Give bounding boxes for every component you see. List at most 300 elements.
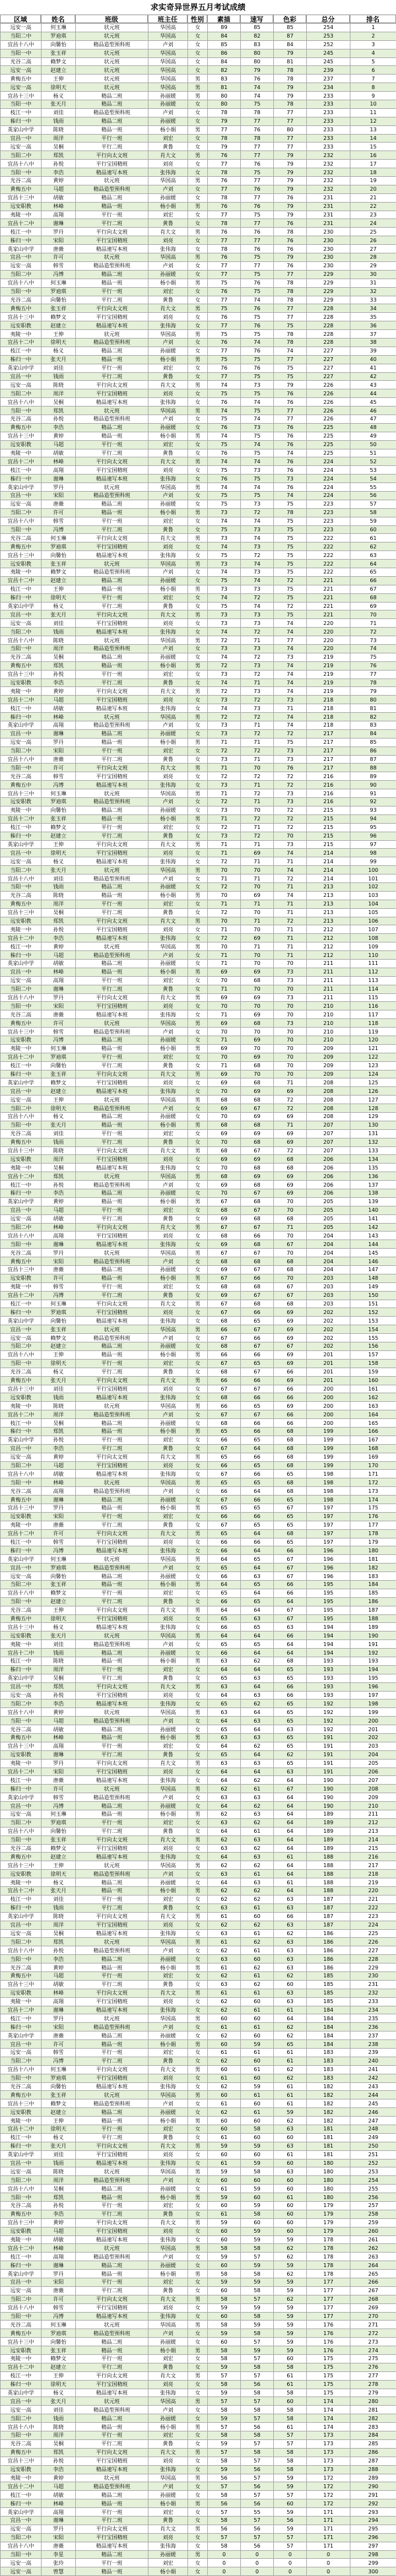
cell-name: 孙悦	[42, 2202, 76, 2210]
table-row	[1, 2185, 396, 2193]
cell-color: 66	[274, 1580, 307, 1589]
cell-rank: 166	[350, 1427, 396, 1436]
cell-name: 杨义	[42, 92, 76, 100]
cell-teacher: 黄鲁	[148, 449, 188, 457]
cell-total: 176	[307, 2321, 350, 2329]
cell-total: 194	[307, 1632, 350, 1640]
cell-rank: 260	[350, 2227, 396, 2235]
cell-color: 62	[274, 2031, 307, 2040]
cell-gender: 男	[188, 1810, 208, 1819]
cell-color: 79	[274, 160, 307, 168]
cell-quick-sketch: 72	[241, 593, 274, 602]
cell-color: 68	[274, 1300, 307, 1308]
table-row	[1, 1206, 396, 1214]
cell-sketch: 69	[208, 993, 241, 1002]
table-row	[1, 2312, 396, 2321]
cell-quick-sketch: 58	[241, 2210, 274, 2218]
cell-region: 当阳二中	[1, 1461, 42, 1470]
cell-name: 唐薇	[42, 1776, 76, 1785]
cell-teacher: 刘亮	[148, 1767, 188, 1776]
cell-name: 张玉祥	[42, 2346, 76, 2355]
cell-teacher: 张伟海	[148, 321, 188, 330]
cell-color: 63	[274, 2142, 307, 2150]
cell-region: 秭归一中	[1, 117, 42, 125]
cell-teacher: 华国高	[148, 2321, 188, 2329]
cell-name: 李浩	[42, 168, 76, 177]
table-row	[1, 2040, 396, 2049]
cell-region: 当阳一中	[1, 407, 42, 415]
cell-rank: 266	[350, 2278, 396, 2287]
cell-rank: 159	[350, 1368, 396, 1376]
table-row	[1, 2117, 396, 2125]
table-row	[1, 1964, 396, 1972]
table-row	[1, 1257, 396, 1266]
cell-sketch: 67	[208, 1521, 241, 1529]
cell-color: 62	[274, 2117, 307, 2125]
cell-quick-sketch: 68	[241, 976, 274, 985]
cell-rank: 55	[350, 483, 396, 492]
cell-gender: 女	[188, 2414, 208, 2423]
cell-total: 175	[307, 2371, 350, 2380]
cell-gender: 女	[188, 338, 208, 347]
cell-color: 72	[274, 917, 307, 925]
cell-sketch: 72	[208, 882, 241, 891]
cell-total: 181	[307, 2142, 350, 2150]
cell-total: 229	[307, 296, 350, 304]
cell-class: 精品速写本班	[76, 1393, 148, 1402]
cell-region: 英家山中学	[1, 125, 42, 134]
cell-region: 远安一高	[1, 1572, 42, 1581]
cell-quick-sketch: 66	[241, 1419, 274, 1428]
cell-class: 平行向太文班	[76, 1376, 148, 1385]
cell-name: 胡敏	[42, 1725, 76, 1734]
cell-class: 精品造型预科班	[76, 721, 148, 730]
cell-gender: 女	[188, 832, 208, 840]
cell-name: 谢琳	[42, 2261, 76, 2270]
cell-sketch: 73	[208, 508, 241, 517]
table-row	[1, 193, 396, 202]
cell-rank: 249	[350, 2133, 396, 2142]
cell-gender: 女	[188, 440, 208, 449]
cell-color: 61	[274, 2048, 307, 2057]
cell-rank: 175	[350, 1503, 396, 1512]
table-row	[1, 517, 396, 525]
cell-gender: 女	[188, 2048, 208, 2057]
cell-name: 许可	[42, 2040, 76, 2049]
cell-quick-sketch: 74	[241, 92, 274, 100]
cell-sketch: 72	[208, 661, 241, 670]
cell-gender: 男	[188, 2117, 208, 2125]
cell-quick-sketch: 65	[241, 1436, 274, 1444]
table-row	[1, 2261, 396, 2270]
cell-sketch: 59	[208, 2253, 241, 2261]
cell-teacher: 黄鲁	[148, 1597, 188, 1606]
cell-teacher: 刘亮	[148, 236, 188, 245]
cell-teacher: 刘亮	[148, 2227, 188, 2235]
cell-name: 陈晓	[42, 1146, 76, 1155]
cell-color: 63	[274, 1938, 307, 1946]
table-row	[1, 798, 396, 807]
table-row	[1, 108, 396, 117]
cell-color: 76	[274, 457, 307, 466]
cell-quick-sketch: 69	[241, 1155, 274, 1164]
cell-color: 64	[274, 1844, 307, 1853]
cell-color: 59	[274, 2525, 307, 2533]
cell-sketch: 59	[208, 2142, 241, 2150]
cell-color: 76	[274, 236, 307, 245]
table-row	[1, 2125, 396, 2133]
cell-total: 206	[307, 1181, 350, 1189]
cell-sketch: 78	[208, 193, 241, 202]
cell-region: 黄梅五中	[1, 1496, 42, 1504]
cell-rank: 65	[350, 568, 396, 577]
table-row	[1, 457, 396, 466]
cell-teacher: 黄鲁	[148, 1444, 188, 1453]
cell-class: 精品造型预科班	[76, 2253, 148, 2261]
cell-sketch: 75	[208, 355, 241, 364]
cell-rank: 119	[350, 1028, 396, 1036]
cell-sketch: 63	[208, 1818, 241, 1827]
cell-sketch: 75	[208, 576, 241, 585]
cell-rank: 250	[350, 2142, 396, 2150]
cell-total: 173	[307, 2465, 350, 2474]
cell-rank: 206	[350, 1767, 396, 1776]
table-row	[1, 2439, 396, 2448]
cell-quick-sketch: 71	[241, 917, 274, 925]
cell-name: 李浩	[42, 423, 76, 432]
cell-teacher: 张伟海	[148, 2082, 188, 2091]
cell-gender: 女	[188, 347, 208, 355]
cell-quick-sketch: 61	[241, 1827, 274, 1835]
cell-color: 70	[274, 985, 307, 993]
cell-total: 199	[307, 1453, 350, 1461]
cell-color: 69	[274, 1317, 307, 1325]
cell-region: 英家山中学	[1, 2389, 42, 2397]
table-row	[1, 636, 396, 645]
cell-teacher: 华国高	[148, 253, 188, 262]
cell-rank: 84	[350, 729, 396, 738]
cell-sketch: 65	[208, 1427, 241, 1436]
cell-region: 秭归一中	[1, 2380, 42, 2389]
table-row	[1, 764, 396, 772]
cell-total: 231	[307, 202, 350, 211]
cell-gender: 女	[188, 49, 208, 57]
cell-gender: 女	[188, 2533, 208, 2542]
cell-color: 71	[274, 857, 307, 866]
cell-name: 郑凯	[42, 1172, 76, 1181]
cell-sketch: 66	[208, 1325, 241, 1334]
table-row	[1, 1844, 396, 1853]
cell-gender: 男	[188, 1785, 208, 1793]
cell-color: 74	[274, 849, 307, 857]
table-row	[1, 466, 396, 475]
cell-color: 65	[274, 1742, 307, 1750]
cell-color: 66	[274, 1546, 307, 1555]
cell-name: 冯博	[42, 2312, 76, 2321]
table-row	[1, 296, 396, 304]
cell-class: 状元班	[76, 483, 148, 492]
cell-teacher: 刘宏	[148, 900, 188, 908]
cell-class: 平行一班	[76, 2048, 148, 2057]
cell-color: 79	[274, 168, 307, 177]
cell-class: 状元班	[76, 2474, 148, 2482]
cell-sketch: 84	[208, 32, 241, 40]
cell-gender: 女	[188, 1113, 208, 1121]
cell-quick-sketch: 72	[241, 832, 274, 840]
cell-rank: 261	[350, 2235, 396, 2244]
cell-color: 69	[274, 1172, 307, 1181]
cell-class: 精品二班	[76, 1189, 148, 1198]
cell-gender: 女	[188, 211, 208, 219]
cell-color: 65	[274, 2040, 307, 2049]
table-row	[1, 2270, 396, 2278]
cell-teacher: 刘宏	[148, 823, 188, 832]
cell-quick-sketch: 67	[241, 1146, 274, 1155]
table-row	[1, 2082, 396, 2091]
cell-region: 英家山中学	[1, 959, 42, 968]
cell-teacher: 孙丽媛	[148, 2338, 188, 2346]
cell-name: 钱雨	[42, 1138, 76, 1146]
cell-total: 211	[307, 968, 350, 976]
cell-class: 精品造型预科班	[76, 2099, 148, 2108]
cell-teacher: 黄鲁	[148, 1980, 188, 1989]
cell-color: 65	[274, 1717, 307, 1725]
cell-gender: 男	[188, 2423, 208, 2431]
cell-sketch: 73	[208, 832, 241, 840]
cell-region: 宜昌十二中	[1, 1172, 42, 1181]
cell-sketch: 73	[208, 755, 241, 764]
cell-rank: 12	[350, 117, 396, 125]
cell-teacher: 杨小娟	[148, 2193, 188, 2202]
cell-gender: 女	[188, 593, 208, 602]
cell-region: 枝江一中	[1, 1538, 42, 1546]
cell-region: 秭归一中	[1, 2023, 42, 2031]
cell-total: 206	[307, 1155, 350, 1164]
cell-class: 平行一班	[76, 1665, 148, 1674]
cell-color: 61	[274, 2006, 307, 2014]
cell-rank: 173	[350, 1487, 396, 1496]
cell-region: 光谷二高	[1, 2202, 42, 2210]
cell-region: 宜昌十八中	[1, 160, 42, 168]
cell-quick-sketch: 58	[241, 2431, 274, 2440]
table-row	[1, 491, 396, 500]
cell-color: 59	[274, 2338, 307, 2346]
cell-quick-sketch: 75	[241, 313, 274, 321]
cell-name: 钱雨	[42, 1393, 76, 1402]
table-row	[1, 1708, 396, 1717]
cell-gender: 男	[188, 993, 208, 1002]
cell-quick-sketch: 76	[241, 160, 274, 168]
cell-total: 207	[307, 1129, 350, 1138]
cell-teacher: 孙丽媛	[148, 576, 188, 585]
cell-sketch: 71	[208, 789, 241, 798]
cell-gender: 女	[188, 2082, 208, 2091]
cell-name: 郑凯	[42, 2193, 76, 2202]
cell-color: 78	[274, 75, 307, 83]
table-row	[1, 1028, 396, 1036]
cell-gender: 女	[188, 261, 208, 270]
cell-quick-sketch: 59	[241, 2185, 274, 2193]
cell-class: 平行二班	[76, 2363, 148, 2371]
cell-name: 唐薇	[42, 500, 76, 508]
cell-quick-sketch: 70	[241, 806, 274, 814]
cell-total: 175	[307, 2363, 350, 2371]
cell-quick-sketch: 64	[241, 1750, 274, 1759]
cell-quick-sketch: 63	[241, 1759, 274, 1767]
cell-sketch: 69	[208, 1155, 241, 1164]
cell-class: 精品一班	[76, 1350, 148, 1359]
cell-name: 杨义	[42, 347, 76, 355]
cell-sketch: 72	[208, 823, 241, 832]
cell-rank: 297	[350, 2542, 396, 2550]
cell-region: 黄梅五中	[1, 781, 42, 789]
cell-class: 精品一班	[76, 738, 148, 746]
cell-class: 平行二班	[76, 1444, 148, 1453]
cell-class: 精品一班	[76, 1503, 148, 1512]
cell-sketch: 71	[208, 900, 241, 908]
cell-quick-sketch: 72	[241, 551, 274, 560]
cell-sketch: 58	[208, 2516, 241, 2525]
cell-color: 76	[274, 245, 307, 253]
table-row	[1, 313, 396, 321]
cell-quick-sketch: 59	[241, 2303, 274, 2312]
cell-class: 平行一班	[76, 2202, 148, 2210]
col-rank: 排名	[350, 15, 396, 23]
cell-name: 陈晓	[42, 1657, 76, 1666]
cell-total: 196	[307, 1555, 350, 1564]
cell-gender: 男	[188, 2193, 208, 2202]
cell-class: 状元班	[76, 2091, 148, 2099]
cell-name: 林峰	[42, 1734, 76, 1742]
cell-class: 平行宝国精班	[76, 236, 148, 245]
cell-quick-sketch: 69	[241, 993, 274, 1002]
cell-total: 188	[307, 1887, 350, 1896]
cell-teacher: 华国高	[148, 1096, 188, 1104]
cell-sketch: 69	[208, 1070, 241, 1078]
cell-color: 0	[274, 2559, 307, 2567]
cell-teacher: 刘宏	[148, 1742, 188, 1750]
cell-sketch: 60	[208, 2227, 241, 2235]
cell-name: 王伸	[42, 1350, 76, 1359]
table-row	[1, 2406, 396, 2414]
cell-color: 63	[274, 1955, 307, 1964]
cell-gender: 女	[188, 976, 208, 985]
cell-class: 精品造型预科班	[76, 1028, 148, 1036]
cell-teacher: 刘亮	[148, 925, 188, 934]
cell-teacher: 黄鲁	[148, 1291, 188, 1300]
cell-sketch: 79	[208, 117, 241, 125]
cell-color: 57	[274, 2491, 307, 2499]
cell-gender: 女	[188, 1028, 208, 1036]
cell-sketch: 70	[208, 1002, 241, 1010]
cell-name: 罗迪琪	[42, 1053, 76, 1061]
cell-class: 精品二班	[76, 1036, 148, 1044]
cell-name: 马超	[42, 2227, 76, 2235]
cell-color: 63	[274, 1623, 307, 1632]
cell-region: 宜昌十二中	[1, 1053, 42, 1061]
cell-total: 214	[307, 866, 350, 875]
cell-rank: 176	[350, 1512, 396, 1521]
cell-region: 宜昌十八中	[1, 2542, 42, 2550]
cell-teacher: 卢刘	[148, 798, 188, 807]
cell-gender: 女	[188, 882, 208, 891]
cell-sketch: 71	[208, 875, 241, 883]
cell-total: 231	[307, 219, 350, 228]
cell-sketch: 65	[208, 1614, 241, 1623]
cell-gender: 女	[188, 900, 208, 908]
cell-name: 罗丹	[42, 483, 76, 492]
cell-region: 当阳一中	[1, 2431, 42, 2440]
cell-class: 平行宝国精班	[76, 2380, 148, 2389]
cell-name: 孙悦	[42, 1436, 76, 1444]
cell-class: 精品二班	[76, 92, 148, 100]
cell-teacher: 刘宏	[148, 2048, 188, 2057]
cell-total: 205	[307, 1197, 350, 1206]
cell-quick-sketch: 66	[241, 1274, 274, 1282]
cell-sketch: 57	[208, 2397, 241, 2406]
cell-rank: 229	[350, 1964, 396, 1972]
cell-total: 232	[307, 168, 350, 177]
cell-gender: 男	[188, 2270, 208, 2278]
cell-gender: 女	[188, 1436, 208, 1444]
cell-name: 向馨怡	[42, 2082, 76, 2091]
cell-total: 209	[307, 1053, 350, 1061]
cell-sketch: 70	[208, 866, 241, 875]
cell-color: 65	[274, 1674, 307, 1682]
cell-rank: 29	[350, 261, 396, 270]
cell-total: 227	[307, 347, 350, 355]
cell-rank: 110	[350, 951, 396, 960]
cell-teacher: 杨小娟	[148, 432, 188, 440]
cell-class: 精品造型预科班	[76, 2406, 148, 2414]
cell-teacher: 卢刘	[148, 2253, 188, 2261]
cell-name: 张玉祥	[42, 1070, 76, 1078]
cell-color: 68	[274, 1657, 307, 1666]
cell-name: 赖梦文	[42, 2099, 76, 2108]
cell-teacher: 黄鲁	[148, 1903, 188, 1912]
cell-teacher: 刘亮	[148, 2533, 188, 2542]
cell-total: 190	[307, 1776, 350, 1785]
cell-total: 196	[307, 1564, 350, 1572]
cell-gender: 女	[188, 2312, 208, 2321]
cell-teacher: 刘亮	[148, 313, 188, 321]
cell-total: 222	[307, 551, 350, 560]
table-row	[1, 1138, 396, 1146]
cell-teacher: 卢刘	[148, 2176, 188, 2185]
cell-total: 180	[307, 2176, 350, 2185]
cell-gender: 男	[188, 789, 208, 798]
cell-class: 状元班	[76, 2244, 148, 2253]
cell-region: 夷陵一中	[1, 449, 42, 457]
cell-sketch: 76	[208, 364, 241, 372]
cell-rank: 102	[350, 882, 396, 891]
cell-total: 201	[307, 1368, 350, 1376]
cell-quick-sketch: 77	[241, 193, 274, 202]
cell-region: 远安职教	[1, 1750, 42, 1759]
cell-name: 徐明天	[42, 2380, 76, 2389]
cell-name: 赵建立	[42, 2363, 76, 2371]
cell-region: 远安职教	[1, 678, 42, 687]
cell-gender: 女	[188, 1597, 208, 1606]
cell-sketch: 65	[208, 1503, 241, 1512]
cell-teacher: 肖大文	[148, 304, 188, 313]
score-table	[0, 23, 396, 2576]
table-row	[1, 551, 396, 560]
cell-teacher: 刘亮	[148, 1614, 188, 1623]
cell-name: 吴桐	[42, 398, 76, 407]
cell-rank: 44	[350, 389, 396, 398]
cell-quick-sketch: 66	[241, 1308, 274, 1317]
